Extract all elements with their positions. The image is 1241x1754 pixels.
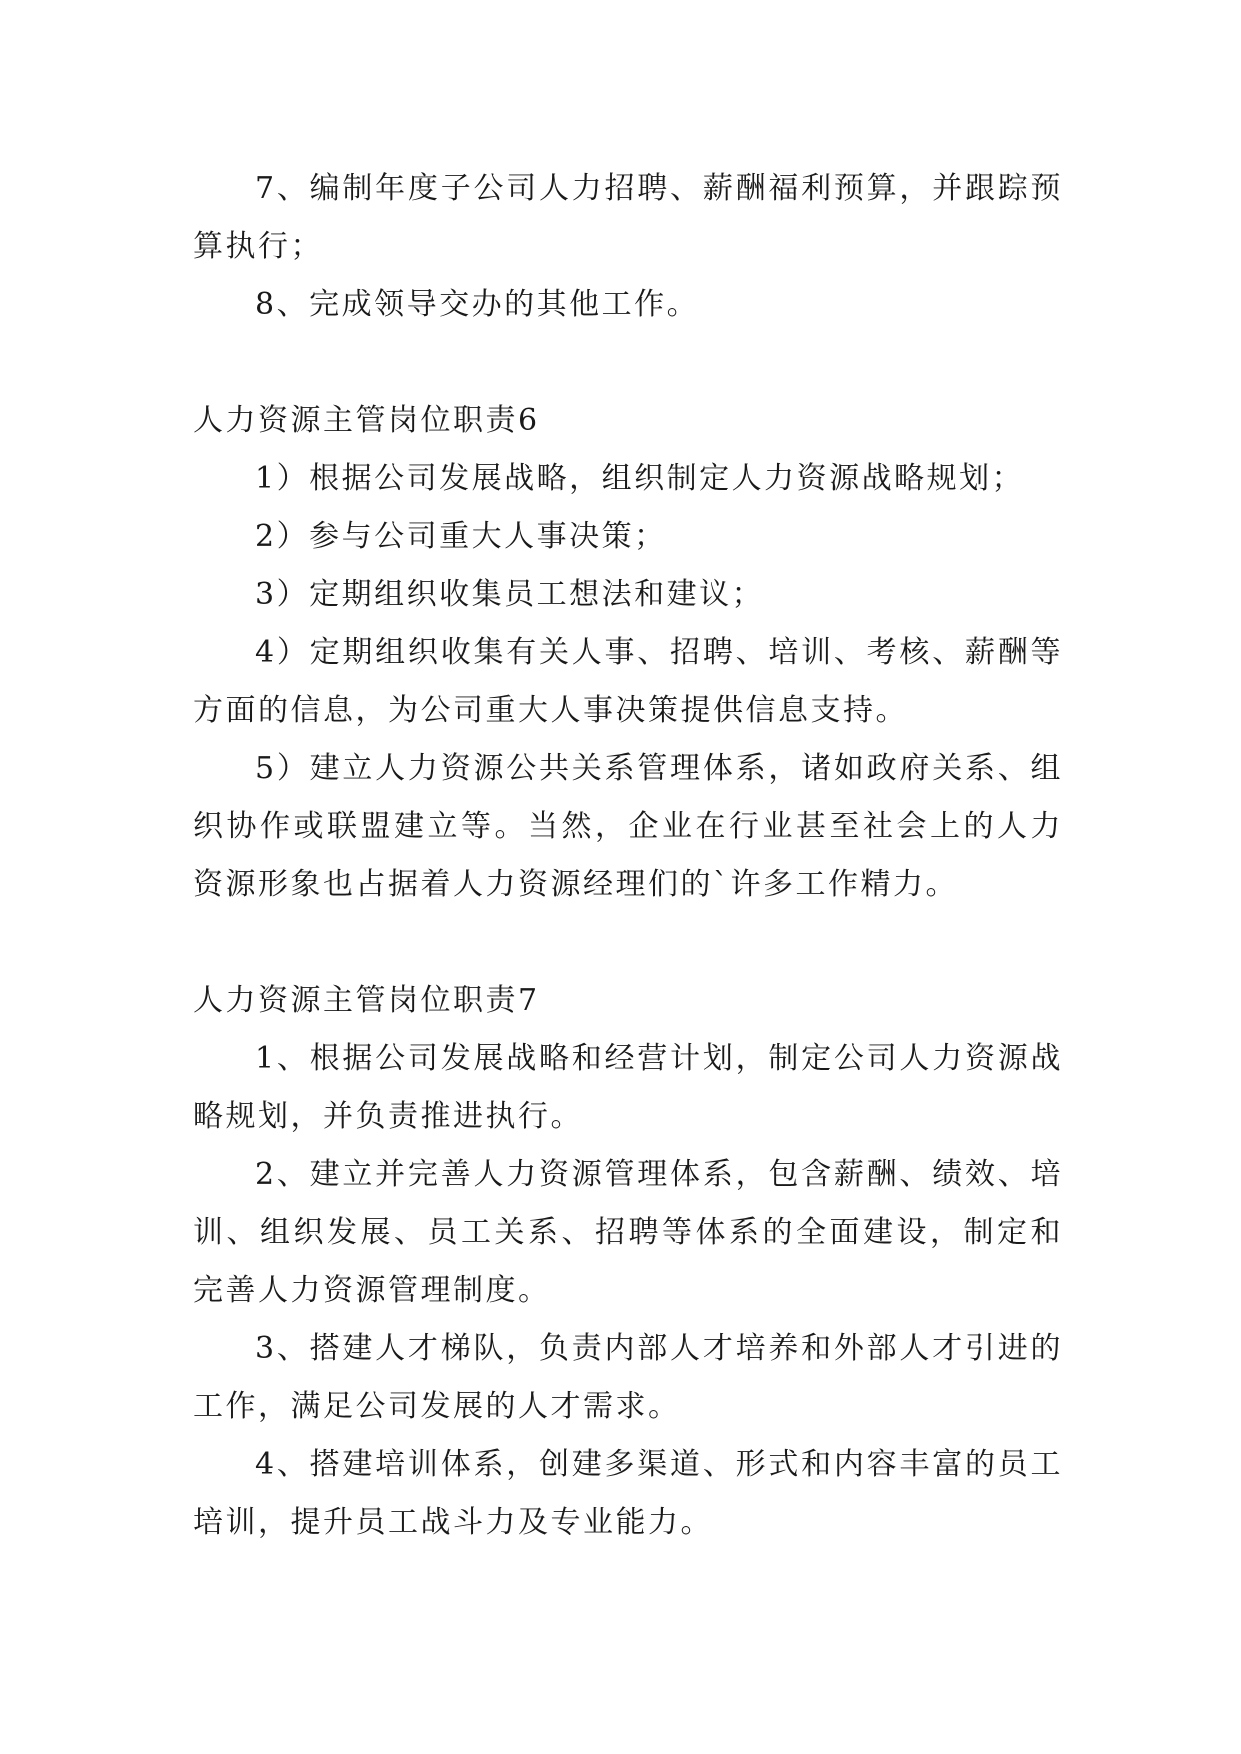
section-heading: 人力资源主管岗位职责7 bbox=[193, 983, 540, 1018]
list-item: 7、编制年度子公司人力招聘、薪酬福利预算，并跟踪预算执行； bbox=[193, 171, 1063, 264]
section-heading: 人力资源主管岗位职责6 bbox=[193, 403, 540, 438]
list-item: 1）根据公司发展战略，组织制定人力资源战略规划； bbox=[255, 461, 1025, 496]
list-item: 8、完成领导交办的其他工作。 bbox=[255, 287, 700, 322]
list-item: 4、搭建培训体系，创建多渠道、形式和内容丰富的员工培训，提升员工战斗力及专业能力。 bbox=[193, 1447, 1063, 1540]
list-item: 3、搭建人才梯队，负责内部人才培养和外部人才引进的工作，满足公司发展的人才需求。 bbox=[193, 1331, 1063, 1424]
section-gap bbox=[193, 334, 1063, 392]
list-item: 4）定期组织收集有关人事、招聘、培训、考核、薪酬等方面的信息，为公司重大人事决策提供信息支持。 bbox=[193, 635, 1063, 728]
list-item: 3）定期组织收集员工想法和建议； bbox=[255, 577, 765, 612]
list-item: 1、根据公司发展战略和经营计划，制定公司人力资源战略规划，并负责推进执行。 bbox=[193, 1041, 1063, 1134]
list-item: 2、建立并完善人力资源管理体系，包含薪酬、绩效、培训、组织发展、员工关系、招聘等体系的全面建设，制定和完善人力资源管理制度。 bbox=[193, 1157, 1063, 1308]
list-item: 2）参与公司重大人事决策； bbox=[255, 519, 667, 554]
section-gap bbox=[193, 914, 1063, 972]
list-item: 5）建立人力资源公共关系管理体系，诸如政府关系、组织协作或联盟建立等。当然，企业在行业甚至社会上的人力资源形象也占据着人力资源经理们的`许多工作精力。 bbox=[193, 751, 1063, 902]
document-page bbox=[193, 160, 1063, 1552]
